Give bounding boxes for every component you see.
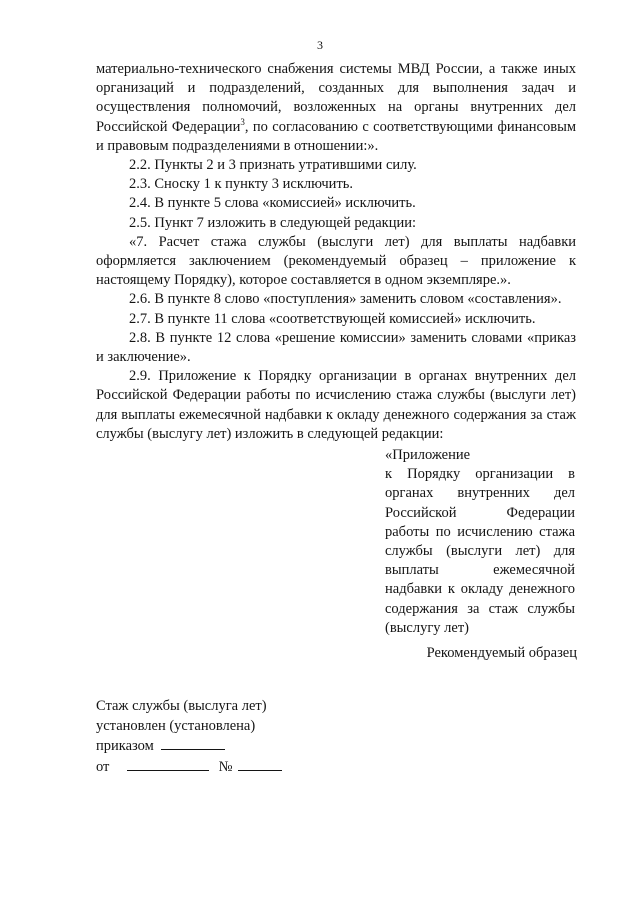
footnote-ref: 3: [240, 116, 245, 127]
item-2-8: 2.8. В пункте 12 слова «решение комиссии» заменить словами «приказ и заключение».: [96, 329, 576, 366]
item-2-2: 2.2. Пункты 2 и 3 признать утратившими силу.: [129, 157, 417, 174]
item-2-7: 2.7. В пункте 11 слова «соответствующей комиссией» исключить.: [129, 310, 536, 327]
para1-line1: материально-технического снабжения системы МВД России, а также иных: [96, 61, 576, 77]
appendix-line: «Приложение: [385, 447, 471, 463]
item-2-5: 2.5. Пункт 7 изложить в следующей редакции:: [129, 214, 417, 231]
item-2-3: 2.3. Сноску 1 к пункту 3 исключить.: [129, 176, 354, 193]
main-text: [96, 60, 576, 444]
stamp-line2: установлен (установлена): [96, 717, 256, 734]
number-blank: [238, 757, 282, 771]
para1-line2: организаций и подразделений, созданных для выполнения задач: [96, 80, 555, 97]
appendix-line: выплаты ежемесячной: [385, 562, 575, 579]
item-2-4: 2.4. В пункте 5 слова «комиссией» исключить.: [129, 195, 416, 212]
appendix-line: (выслугу лет): [385, 619, 469, 636]
service-record-stamp: [96, 697, 282, 777]
appendix-line: надбавки к окладу денежного: [385, 581, 575, 598]
stamp-order-row: [96, 736, 282, 757]
paragraph-continuation: [96, 60, 576, 156]
from-label: от: [96, 758, 110, 775]
appendix-line: содержания за стаж службы: [385, 600, 575, 617]
number-sign: №: [218, 758, 233, 775]
appendix-line: службы (выслуги лет) для: [385, 543, 575, 560]
recommended-sample-label: Рекомендуемый образец: [426, 645, 577, 661]
para1-line3: и осуществления полномочий, возложенных на органы внутренних дел: [96, 80, 577, 116]
item-2-5-quote: «7. Расчет стажа службы (выслуги лет) для выплаты надбавки оформляется заключением (рекомендуемый образец – приложение к настоящему Порядку), которое составляется в одном экземпляре.».: [96, 233, 576, 289]
stamp-line1: Стаж службы (выслуга лет): [96, 698, 267, 714]
appendix-line: работы по исчислению стажа: [385, 523, 575, 540]
appendix-line: органах внутренних дел: [385, 485, 575, 502]
appendix-line: Российской Федерации: [385, 504, 575, 521]
order-label: приказом: [96, 738, 154, 754]
order-blank: [161, 736, 225, 750]
page-number: 3: [317, 38, 323, 52]
item-2-6: 2.6. В пункте 8 слово «поступления» заменить словом «составления».: [129, 291, 562, 308]
para1-line5: финансовым и правовым подразделениями в отношении:».: [96, 118, 576, 154]
para1-line4b: , по согласованию с соответствующими: [244, 118, 494, 135]
para1-line4a: Российской Федерации: [96, 118, 241, 135]
stamp-date-row: [96, 757, 282, 778]
item-2-9: 2.9. Приложение к Порядку организации в органах внутренних дел Российской Федерации работы по исчислению стажа службы (выслуги лет) для выплаты ежемесячной надбавки к окладу денежного содержания за стаж службы (выслугу лет) изложить в следующей редакции:: [96, 368, 576, 442]
appendix-line: к Порядку организации в: [385, 466, 575, 483]
appendix-header: [385, 446, 575, 638]
date-blank: [127, 757, 209, 771]
